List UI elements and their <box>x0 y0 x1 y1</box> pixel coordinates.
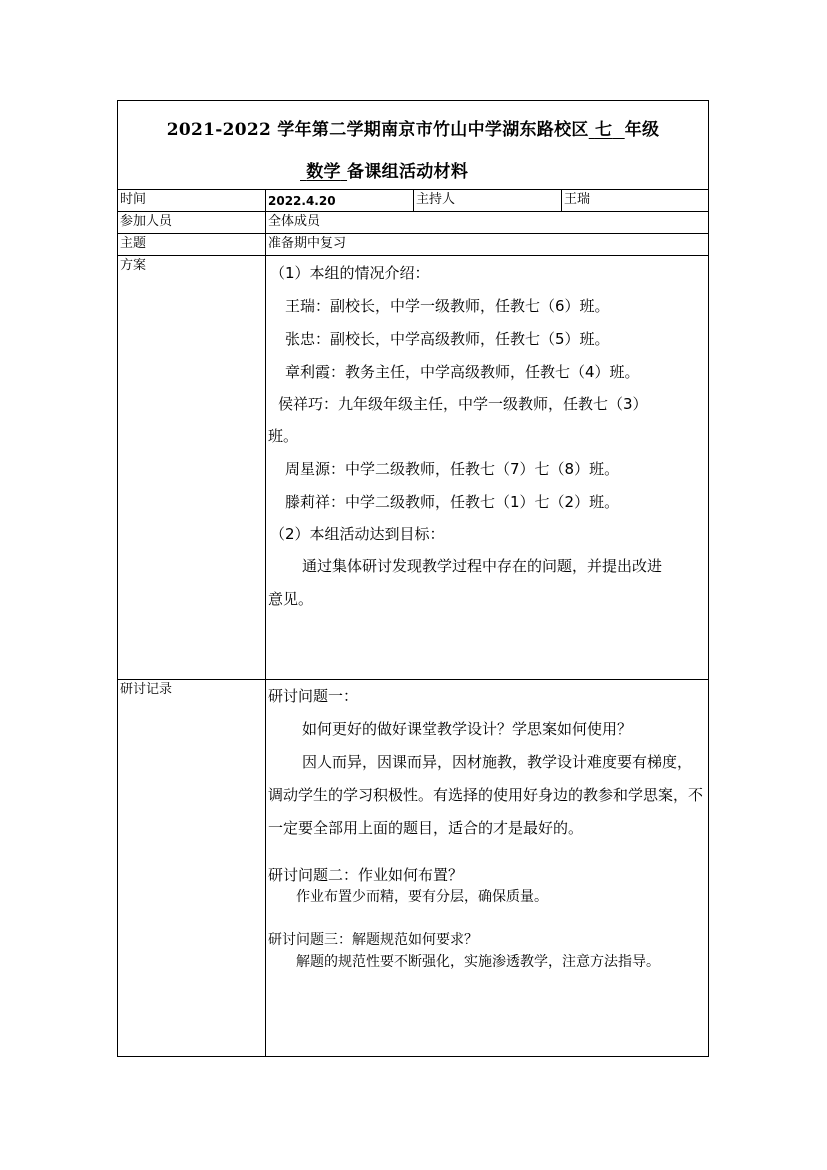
topic-value: 准备期中复习 <box>268 236 347 251</box>
record-line: 因人而异，因课而异，因材施教，教学设计难度要有梯度， <box>302 753 693 771</box>
participants-label: 参加人员 <box>120 214 173 229</box>
table-rule <box>118 679 708 680</box>
host-label: 主持人 <box>416 192 456 207</box>
document-title-line2: 数学 备课组活动材料 <box>300 157 468 182</box>
table-rule <box>118 233 708 234</box>
record-table <box>117 100 709 1057</box>
grade-field: 七 <box>594 120 613 140</box>
subject-field: 数学 <box>306 162 341 182</box>
plan-line: 侯祥巧：九年级年级主任，中学一级教师，任教七（3） <box>278 395 648 413</box>
document-title-line1: 2021-2022 学年第二学期南京市竹山中学湖东路校区 七 年级 <box>166 120 660 140</box>
record-line: 研讨问题二：作业如何布置？ <box>268 866 464 884</box>
record-line: 作业布置少而精，要有分层，确保质量。 <box>296 889 548 905</box>
record-label: 研讨记录 <box>120 682 173 697</box>
host-value: 王瑞 <box>564 192 591 207</box>
plan-line: 王瑞：副校长，中学一级教师，任教七（6）班。 <box>285 297 610 315</box>
table-column-rule <box>413 189 414 211</box>
time-value: 2022.4.20 <box>268 194 336 208</box>
plan-line: 章利霞：教务主任，中学高级教师，任教七（4）班。 <box>285 363 640 381</box>
time-label: 时间 <box>120 192 147 207</box>
plan-line: 张忠：副校长，中学高级教师，任教七（5）班。 <box>285 330 610 348</box>
record-line: 如何更好的做好课堂教学设计？学思案如何使用？ <box>302 720 633 738</box>
plan-line: （2）本组活动达到目标： <box>270 525 445 543</box>
table-rule <box>118 211 708 212</box>
plan-label: 方案 <box>120 258 147 273</box>
record-line: 研讨问题一： <box>268 687 359 705</box>
table-column-rule <box>561 189 562 211</box>
table-rule <box>118 255 708 256</box>
topic-label: 主题 <box>120 236 147 251</box>
record-line: 调动学生的学习积极性。有选择的使用好身边的教参和学思案，不 <box>268 786 704 804</box>
plan-line: 班。 <box>268 427 299 445</box>
record-line: 解题的规范性要不断强化，实施渗透教学，注意方法指导。 <box>296 954 660 970</box>
participants-value: 全体成员 <box>268 214 321 229</box>
plan-line: 通过集体研讨发现教学过程中存在的问题，并提出改进 <box>302 557 663 575</box>
record-line: 一定要全部用上面的题目，适合的才是最好的。 <box>268 819 584 837</box>
plan-line: （1）本组的情况介绍： <box>270 264 430 282</box>
record-line: 研讨问题三：解题规范如何要求？ <box>268 932 478 948</box>
plan-line: 周星源：中学二级教师，任教七（7）七（8）班。 <box>285 460 620 478</box>
plan-line: 意见。 <box>268 590 314 608</box>
plan-line: 滕莉祥：中学二级教师，任教七（1）七（2）班。 <box>285 493 620 511</box>
table-column-rule <box>265 189 266 1056</box>
